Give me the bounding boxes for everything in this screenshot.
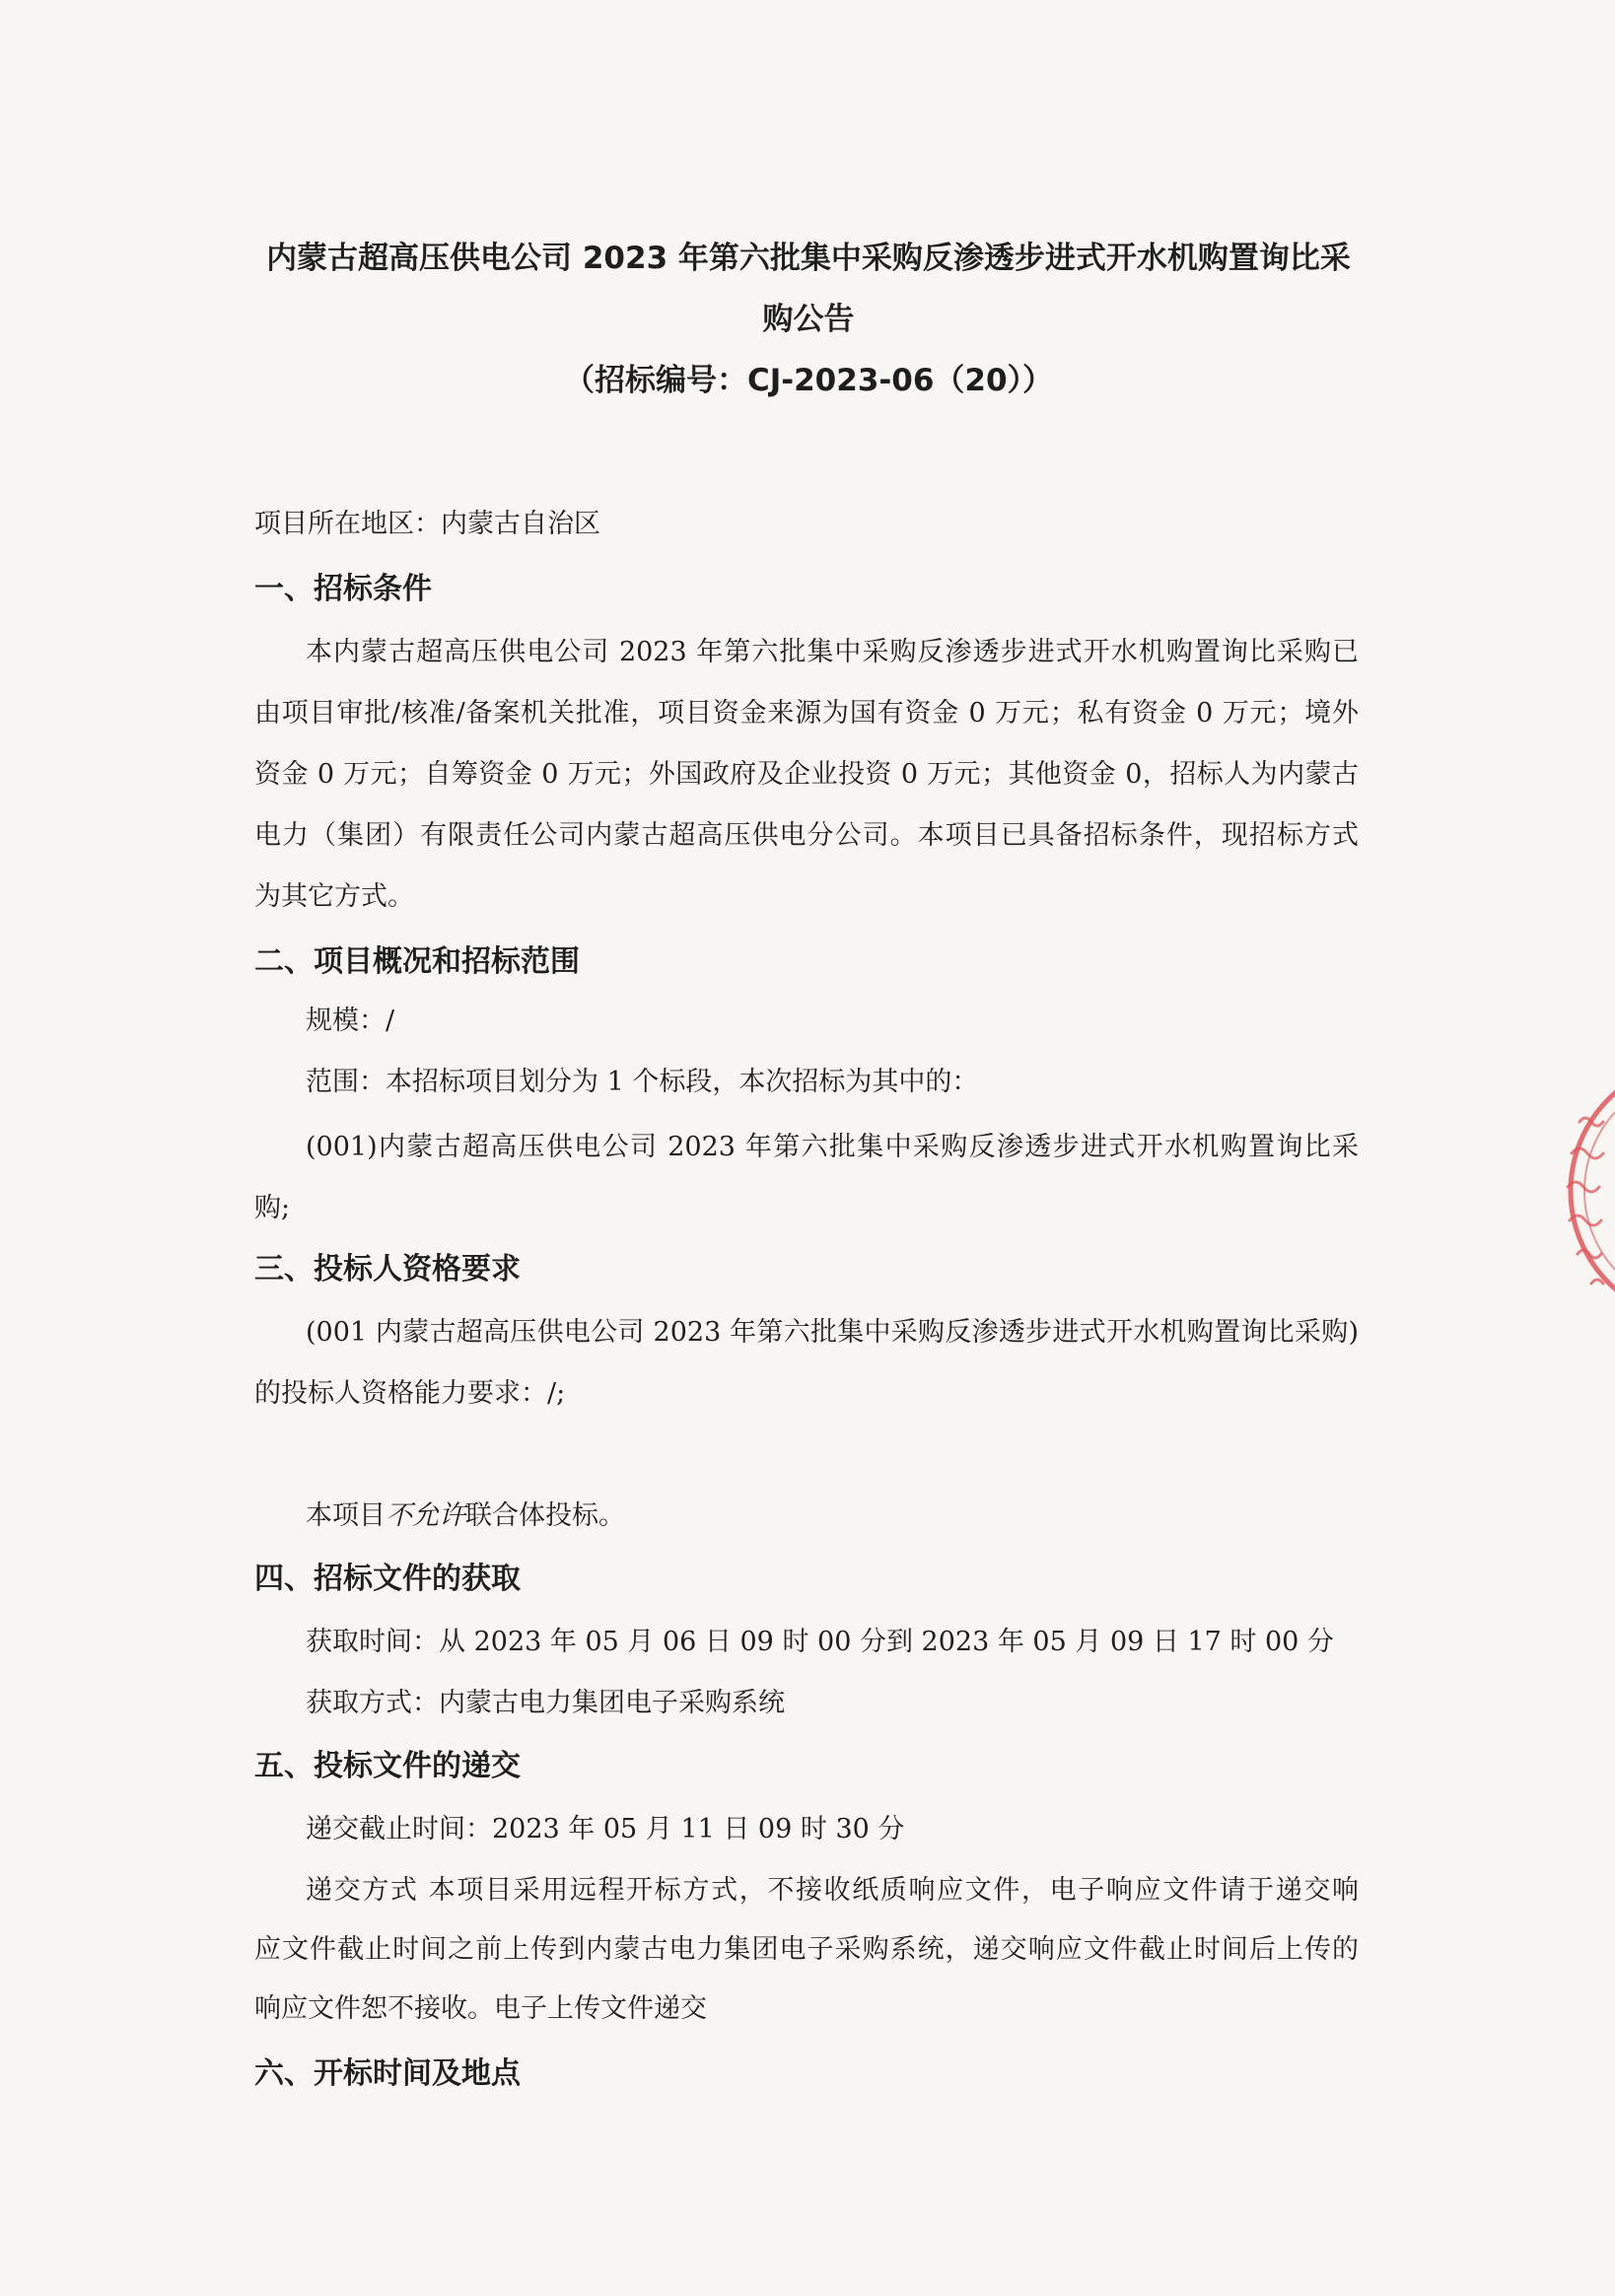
official-seal-icon [1528, 1053, 1615, 1329]
section-1-line-3: 资金 0 万元；自筹资金 0 万元；外国政府及企业投资 0 万元；其他资金 0，招标人为内蒙古 [254, 759, 1359, 790]
submission-method-line-3: 响应文件恕不接收。电子上传文件递交 [254, 1993, 707, 2024]
submission-method-line-1: 递交方式 本项目采用远程开标方式，不接收纸质响应文件，电子响应文件请于递交响 [306, 1875, 1359, 1906]
joint-bid-post: 联合体投标。 [465, 1500, 625, 1531]
joint-bid-pre: 本项目 [306, 1500, 386, 1531]
joint-bid-not-allowed: 不允许 [386, 1500, 465, 1531]
section-4-heading: 四、招标文件的获取 [254, 1562, 521, 1596]
acquisition-time: 获取时间：从 2023 年 05 月 06 日 09 时 00 分到 2023 年 05 月 09 日 17 时 00 分 [306, 1627, 1334, 1657]
section-2-heading: 二、项目概况和招标范围 [254, 944, 580, 979]
title-line-2: 购公告 [762, 302, 855, 337]
section-6-heading: 六、开标时间及地点 [254, 2056, 521, 2091]
joint-bid-text [306, 1496, 1359, 1536]
lot-line-2: 购; [254, 1193, 291, 1223]
tender-number: （招标编号：CJ-2023-06（20）） [563, 363, 1054, 398]
project-region: 项目所在地区：内蒙古自治区 [254, 509, 600, 539]
scope-text: 范围：本招标项目划分为 1 个标段，本次招标为其中的： [306, 1067, 979, 1097]
submission-deadline: 递交截止时间：2023 年 05 月 11 日 09 时 30 分 [306, 1814, 905, 1844]
section-1-line-1: 本内蒙古超高压供电公司 2023 年第六批集中采购反渗透步进式开水机购置询比采购已 [306, 637, 1359, 667]
section-1-line-5: 为其它方式。 [254, 881, 414, 912]
section-1-line-2: 由项目审批/核准/备案机关批准，项目资金来源为国有资金 0 万元；私有资金 0 万元；境外 [254, 698, 1359, 729]
qualification-line-2: 的投标人资格能力要求：/; [254, 1378, 566, 1409]
section-3-heading: 三、投标人资格要求 [254, 1252, 521, 1287]
lot-line-1: (001)内蒙古超高压供电公司 2023 年第六批集中采购反渗透步进式开水机购置询比采 [306, 1132, 1359, 1162]
section-1-line-4: 电力（集团）有限责任公司内蒙古超高压供电分公司。本项目已具备招标条件，现招标方式 [254, 820, 1359, 851]
scale-text: 规模：/ [306, 1006, 395, 1036]
title-line-1: 内蒙古超高压供电公司 2023 年第六批集中采购反渗透步进式开水机购置询比采 [266, 241, 1351, 276]
submission-method-line-2: 应文件截止时间之前上传到内蒙古电力集团电子采购系统，递交响应文件截止时间后上传的 [254, 1934, 1359, 1965]
acquisition-method: 获取方式：内蒙古电力集团电子采购系统 [306, 1688, 785, 1718]
section-5-heading: 五、投标文件的递交 [254, 1749, 521, 1783]
qualification-line-1: (001 内蒙古超高压供电公司 2023 年第六批集中采购反渗透步进式开水机购置询比采购) [306, 1317, 1359, 1348]
section-1-heading: 一、招标条件 [254, 572, 432, 606]
